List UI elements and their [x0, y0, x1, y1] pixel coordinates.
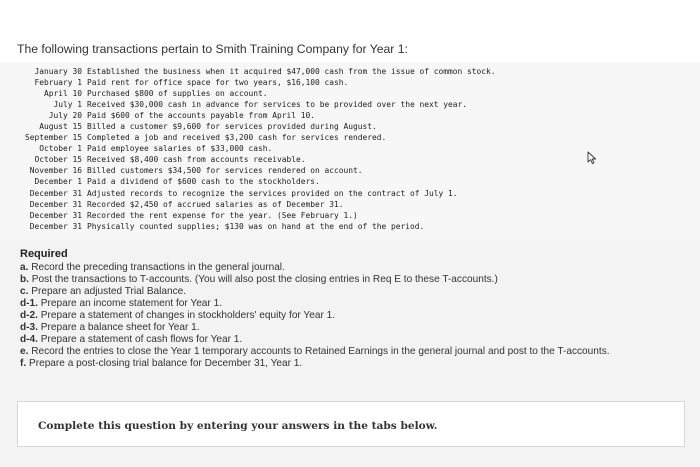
transaction-row [20, 199, 496, 210]
requirement-text: Prepare a statement of changes in stockholders' equity for Year 1. [40, 310, 336, 321]
requirement-item [20, 262, 610, 274]
transactions-table [20, 66, 496, 232]
transaction-date: January 30 [34, 67, 82, 76]
transaction-date: December 31 [29, 188, 82, 198]
transaction-description: Billed a customer $9,600 for services provided during August. [87, 122, 377, 132]
required-heading: Required [20, 248, 68, 260]
transaction-description: Paid employee salaries of $33,000 cash. [87, 144, 273, 154]
transaction-row [20, 221, 496, 232]
requirement-label: d-1. [20, 298, 38, 309]
transaction-description: Paid rent for office space for two years, $16,100 cash. [87, 78, 349, 88]
transaction-date: December 31 [29, 221, 82, 231]
transaction-description: Paid $600 of the accounts payable from April 10. [87, 111, 316, 121]
requirement-item [20, 358, 610, 370]
transaction-description: Paid a dividend of $600 cash to the stockholders. [87, 177, 320, 187]
transaction-row [20, 143, 496, 154]
transaction-description: Billed customers $34,500 for services rendered on account. [87, 166, 363, 176]
transaction-date: October 1 [39, 144, 82, 154]
transaction-row [20, 99, 496, 110]
transaction-row [20, 165, 496, 176]
transaction-row [20, 154, 496, 165]
transaction-description: Physically counted supplies; $130 was on hand at the end of the period. [87, 221, 425, 231]
transaction-row [20, 121, 496, 132]
transaction-date: December 31 [29, 199, 82, 209]
transaction-description: Completed a job and received $3,200 cash for services rendered. [87, 133, 387, 143]
requirement-item [20, 346, 610, 358]
transaction-row [20, 176, 496, 187]
transaction-date: October 15 [34, 155, 82, 165]
transaction-description: Adjusted records to recognize the services provided on the contract of July 1. [87, 188, 458, 198]
transaction-row [20, 188, 496, 199]
transaction-date: April 10 [43, 89, 82, 99]
requirement-label: a. [20, 262, 29, 273]
instruction-text: Complete this question by entering your answers in the tabs below. [38, 420, 438, 432]
transaction-description: Recorded the rent expense for the year. (See February 1.) [87, 210, 358, 220]
requirement-text: Record the preceding transactions in the general journal. [31, 262, 285, 273]
requirement-item [20, 274, 610, 286]
transaction-date: August 15 [39, 122, 82, 132]
requirement-label: b. [20, 274, 29, 285]
transaction-description: Established the business when it acquired $47,000 cash from the issue of common stock. [87, 67, 496, 76]
requirement-text: Post the transactions to T-accounts. (You will also post the closing entries in Req E to these T-accounts.) [31, 274, 498, 285]
requirement-label: f. [20, 358, 27, 369]
requirement-text: Prepare a post-closing trial balance for December 31, Year 1. [28, 358, 303, 369]
requirement-text: Prepare an adjusted Trial Balance. [31, 286, 187, 297]
transaction-row [20, 88, 496, 99]
transaction-row [20, 110, 496, 121]
transaction-description: Purchased $800 of supplies on account. [87, 89, 268, 99]
requirement-text: Prepare an income statement for Year 1. [40, 298, 222, 309]
requirement-label: d-3. [20, 322, 38, 333]
transaction-date: July 20 [48, 111, 82, 121]
requirement-text: Record the entries to close the Year 1 temporary accounts to Retained Earnings in the general journal and post to the T-accounts. [31, 346, 610, 357]
requirement-label: d-2. [20, 310, 38, 321]
transaction-date: September 15 [24, 133, 82, 143]
requirement-item [20, 298, 610, 310]
requirement-item [20, 322, 610, 334]
question-intro: The following transactions pertain to Smith Training Company for Year 1: [17, 42, 408, 56]
instruction-box [17, 401, 685, 447]
requirement-text: Prepare a balance sheet for Year 1. [40, 322, 200, 333]
requirement-item [20, 310, 610, 322]
transaction-description: Recorded $2,450 of accrued salaries as of December 31. [87, 199, 344, 209]
transaction-row [20, 210, 496, 221]
requirement-label: e. [20, 346, 29, 357]
transaction-row [20, 66, 496, 77]
transaction-description: Received $8,400 cash from accounts receivable. [87, 155, 306, 165]
requirements-list [20, 262, 610, 370]
transaction-row [20, 77, 496, 88]
requirement-item [20, 286, 610, 298]
transaction-date: November 16 [29, 166, 82, 176]
requirement-label: d-4. [20, 334, 38, 345]
requirement-text: Prepare a statement of cash flows for Year 1. [40, 334, 243, 345]
transaction-description: Received $30,000 cash in advance for services to be provided over the next year. [87, 100, 468, 110]
mouse-pointer-icon [587, 151, 597, 165]
transaction-row [20, 132, 496, 143]
transaction-date: December 31 [29, 210, 82, 220]
transaction-date: February 1 [34, 78, 82, 88]
transaction-date: December 1 [34, 177, 82, 187]
requirement-label: c. [20, 286, 29, 297]
transaction-date: July 1 [53, 100, 82, 110]
requirement-item [20, 334, 610, 346]
